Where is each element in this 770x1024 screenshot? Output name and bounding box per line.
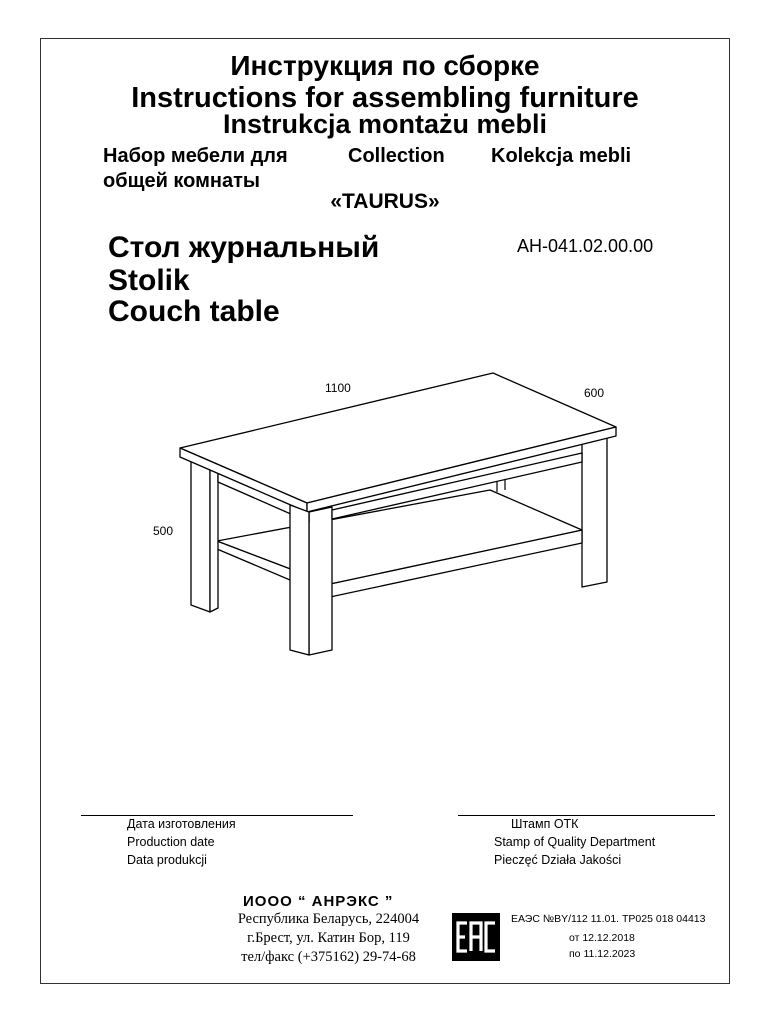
product-name-en: Couch table xyxy=(108,295,280,328)
article-number: АН-041.02.00.00 xyxy=(517,236,654,256)
stamp-label-en: Stamp of Quality Department xyxy=(494,835,656,849)
production-date-line xyxy=(81,815,353,816)
product-name-pl: Stolik xyxy=(108,264,190,297)
certificate-from: от 12.12.2018 xyxy=(569,932,635,944)
collection-name: «TAURUS» xyxy=(330,190,440,213)
certificate-number: ЕАЭС №BY/112 11.01. ТР025 018 04413 xyxy=(511,913,706,925)
certificate-to: по 11.12.2023 xyxy=(569,948,636,960)
collection-label-pl: Kolekcja mebli xyxy=(491,145,632,167)
title-ru: Инструкция по сборке xyxy=(230,50,540,81)
company-address-2: г.Брест, ул. Катин Бор, 119 xyxy=(247,930,410,946)
production-date-label-en: Production date xyxy=(127,835,215,849)
company-phone: тел/факс (+375162) 29-74-68 xyxy=(241,949,416,965)
production-date-label-pl: Data produkcji xyxy=(127,853,207,867)
title-pl: Instrukcja montażu mebli xyxy=(222,109,548,139)
company-name: ИООО “ АНРЭКС ” xyxy=(243,893,394,910)
production-date-label-ru: Дата изготовления xyxy=(127,817,236,831)
product-name-ru: Стол журнальный xyxy=(108,231,380,264)
title-en: Instructions for assembling furniture xyxy=(131,82,639,114)
dimension-length: 1100 xyxy=(325,381,351,395)
dimension-height: 500 xyxy=(153,524,174,538)
stamp-label-ru: Штамп ОТК xyxy=(511,817,579,831)
couch-table-drawing xyxy=(170,360,640,670)
collection-label-en: Collection xyxy=(348,145,445,167)
stamp-label-pl: Pieczęć Działa Jakości xyxy=(494,853,622,867)
eac-mark-icon xyxy=(452,913,500,961)
collection-label-ru-2: общей комнаты xyxy=(103,170,260,192)
dimension-width: 600 xyxy=(584,386,605,400)
stamp-line xyxy=(458,815,715,816)
collection-label-ru: Набор мебели для xyxy=(103,145,288,167)
company-address-1: Республика Беларусь, 224004 xyxy=(237,911,420,927)
